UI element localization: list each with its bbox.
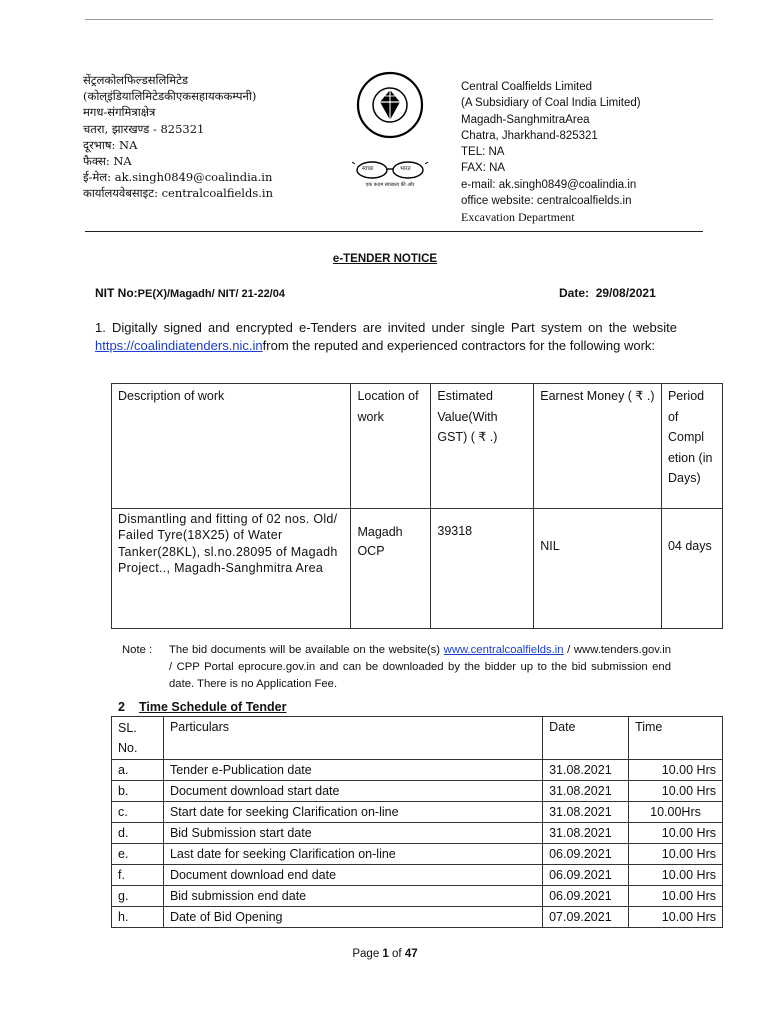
row-date: 31.08.2021	[543, 781, 629, 802]
page-total: 47	[404, 948, 418, 960]
row-particulars: Bid submission end date	[163, 886, 542, 907]
header-period: Period of Compl etion (in Days)	[661, 384, 722, 509]
row-sl: g.	[112, 886, 164, 907]
row-time: 10.00 Hrs	[629, 844, 723, 865]
schedule-header-row	[112, 717, 723, 760]
page-number: 1	[382, 948, 389, 960]
email-line: e-mail: ak.singh0849@coalindia.in	[461, 178, 637, 191]
english-address-block	[461, 79, 641, 226]
nit-number	[95, 286, 285, 300]
row-sl: h.	[112, 907, 164, 928]
schedule-row	[112, 760, 723, 781]
row-particulars: Tender e-Publication date	[163, 760, 542, 781]
schedule-table	[111, 716, 723, 928]
work-location: Magadh OCP	[351, 509, 431, 629]
nit-value: PE(X)/Magadh/ NIT/ 21-22/04	[137, 288, 285, 300]
swachh-left-text: स्वच्छ	[362, 166, 374, 172]
hindi-line: दूरभाष: NA	[83, 137, 138, 152]
row-sl: e.	[112, 844, 164, 865]
work-table-row	[112, 509, 723, 629]
row-particulars: Last date for seeking Clarification on-line	[163, 844, 542, 865]
header-time: Time	[629, 717, 723, 760]
work-estimated-value: 39318	[431, 509, 534, 629]
row-sl: d.	[112, 823, 164, 844]
address-line: Chatra, Jharkhand-825321	[461, 129, 598, 142]
row-time: 10.00 Hrs	[629, 865, 723, 886]
hindi-line: मगध-संगमित्राक्षेत्र	[83, 105, 156, 120]
row-time: 10.00 Hrs	[629, 886, 723, 907]
schedule-row	[112, 865, 723, 886]
row-date: 06.09.2021	[543, 844, 629, 865]
schedule-row	[112, 823, 723, 844]
swachh-bharat-logo	[352, 160, 428, 192]
fax-line: FAX: NA	[461, 162, 506, 175]
row-particulars: Document download end date	[163, 865, 542, 886]
top-rule	[85, 19, 713, 20]
header-date: Date	[543, 717, 629, 760]
row-particulars: Start date for seeking Clarification on-line	[163, 802, 542, 823]
tel-line: TEL: NA	[461, 146, 505, 159]
address-line: Magadh-SanghmitraArea	[461, 113, 590, 126]
row-sl: f.	[112, 865, 164, 886]
work-table-header-row	[112, 384, 723, 509]
intro-text-end: from the reputed and experienced contractors for the following work:	[262, 338, 656, 354]
header-sl: SL. No.	[112, 717, 164, 760]
row-time: 10.00 Hrs	[629, 823, 723, 844]
row-particulars: Bid Submission start date	[163, 823, 542, 844]
schedule-row	[112, 886, 723, 907]
intro-paragraph	[95, 319, 677, 356]
row-date: 07.09.2021	[543, 907, 629, 928]
work-table	[111, 383, 723, 629]
company-name: Central Coalfields Limited	[461, 81, 593, 93]
schedule-number: 2	[118, 700, 125, 714]
row-time: 10.00 Hrs	[629, 781, 723, 802]
note-text	[169, 642, 671, 693]
row-date: 31.08.2021	[543, 760, 629, 781]
date-label: Date:	[559, 286, 590, 300]
row-particulars: Document download start date	[163, 781, 542, 802]
coalindiatenders-link[interactable]: https://coalindiatenders.nic.in	[95, 338, 263, 354]
work-description: Dismantling and fitting of 02 nos. Old/ Failed Tyre(18X25) of Water Tanker(28KL), sl.no.28095 of Magadh Project.., Magadh-Sanghmitra Area	[112, 509, 351, 629]
nit-label: NIT No:	[95, 286, 138, 300]
work-period: 04 days	[661, 509, 722, 629]
row-sl: c.	[112, 802, 164, 823]
page-word: Page	[352, 948, 380, 960]
header-earnest-money: Earnest Money ( ₹ .)	[534, 384, 662, 509]
letterhead-rule	[85, 231, 703, 232]
hindi-line: सेंट्रलकोलफिल्डसलिमिटेड	[83, 73, 189, 87]
header-estimated-value: Estimated Value(With GST) ( ₹ .)	[431, 384, 534, 509]
schedule-title	[118, 700, 286, 714]
hindi-line: फैक्स: NA	[83, 154, 132, 169]
hindi-line: चतरा, झारखण्ड - 825321	[83, 121, 205, 136]
note-text-start: The bid documents will be available on the website(s)	[169, 644, 444, 656]
hindi-line: ई-मेल: ak.singh0849@coalindia.in	[83, 170, 273, 185]
schedule-title-text: Time Schedule of Tender	[138, 700, 287, 714]
note-label: Note :	[122, 644, 153, 656]
schedule-row	[112, 844, 723, 865]
header-description: Description of work	[112, 384, 351, 509]
coal-india-logo	[356, 71, 424, 139]
row-particulars: Date of Bid Opening	[163, 907, 542, 928]
swachh-tagline: एक कदम स्वच्छता की ओर	[365, 182, 415, 188]
row-date: 31.08.2021	[543, 823, 629, 844]
intro-text: 1. Digitally signed and encrypted e-Tenders are invited under single Part system on the website	[95, 320, 677, 335]
header-location: Location of work	[351, 384, 431, 509]
work-earnest-money: NIL	[534, 509, 662, 629]
hindi-line: (कोल्इंडियालिमिटेडकीएकसहायककम्पनी)	[83, 89, 257, 104]
centralcoalfields-link[interactable]: www.centralcoalfields.in	[443, 644, 564, 656]
page-title: e-TENDER NOTICE	[332, 253, 438, 265]
row-date: 31.08.2021	[543, 802, 629, 823]
row-time: 10.00 Hrs	[629, 760, 723, 781]
nit-date	[559, 286, 656, 300]
date-value: 29/08/2021	[595, 286, 656, 300]
of-word: of	[392, 948, 402, 960]
hindi-address-block	[83, 72, 273, 202]
schedule-row	[112, 802, 723, 823]
address-line: (A Subsidiary of Coal India Limited)	[461, 97, 641, 110]
row-sl: b.	[112, 781, 164, 802]
row-time: 10.00Hrs	[629, 802, 723, 823]
note-text-end: / www.tenders.gov.in / CPP Portal eprocure.gov.in and can be downloaded by the bidder up to the bid submission end date. There is no Application Fee.	[169, 644, 672, 690]
swachh-right-text: भारत	[400, 166, 411, 172]
schedule-row	[112, 907, 723, 928]
row-date: 06.09.2021	[543, 886, 629, 907]
row-sl: a.	[112, 760, 164, 781]
row-time: 10.00 Hrs	[629, 907, 723, 928]
department-line: Excavation Department	[461, 210, 575, 225]
header-particulars: Particulars	[163, 717, 542, 760]
row-date: 06.09.2021	[543, 865, 629, 886]
hindi-line: कार्यालयवेबसाइट: centralcoalfields.in	[83, 186, 273, 201]
website-line: office website: centralcoalfields.in	[461, 195, 632, 208]
schedule-row	[112, 781, 723, 802]
page-footer	[0, 948, 770, 960]
